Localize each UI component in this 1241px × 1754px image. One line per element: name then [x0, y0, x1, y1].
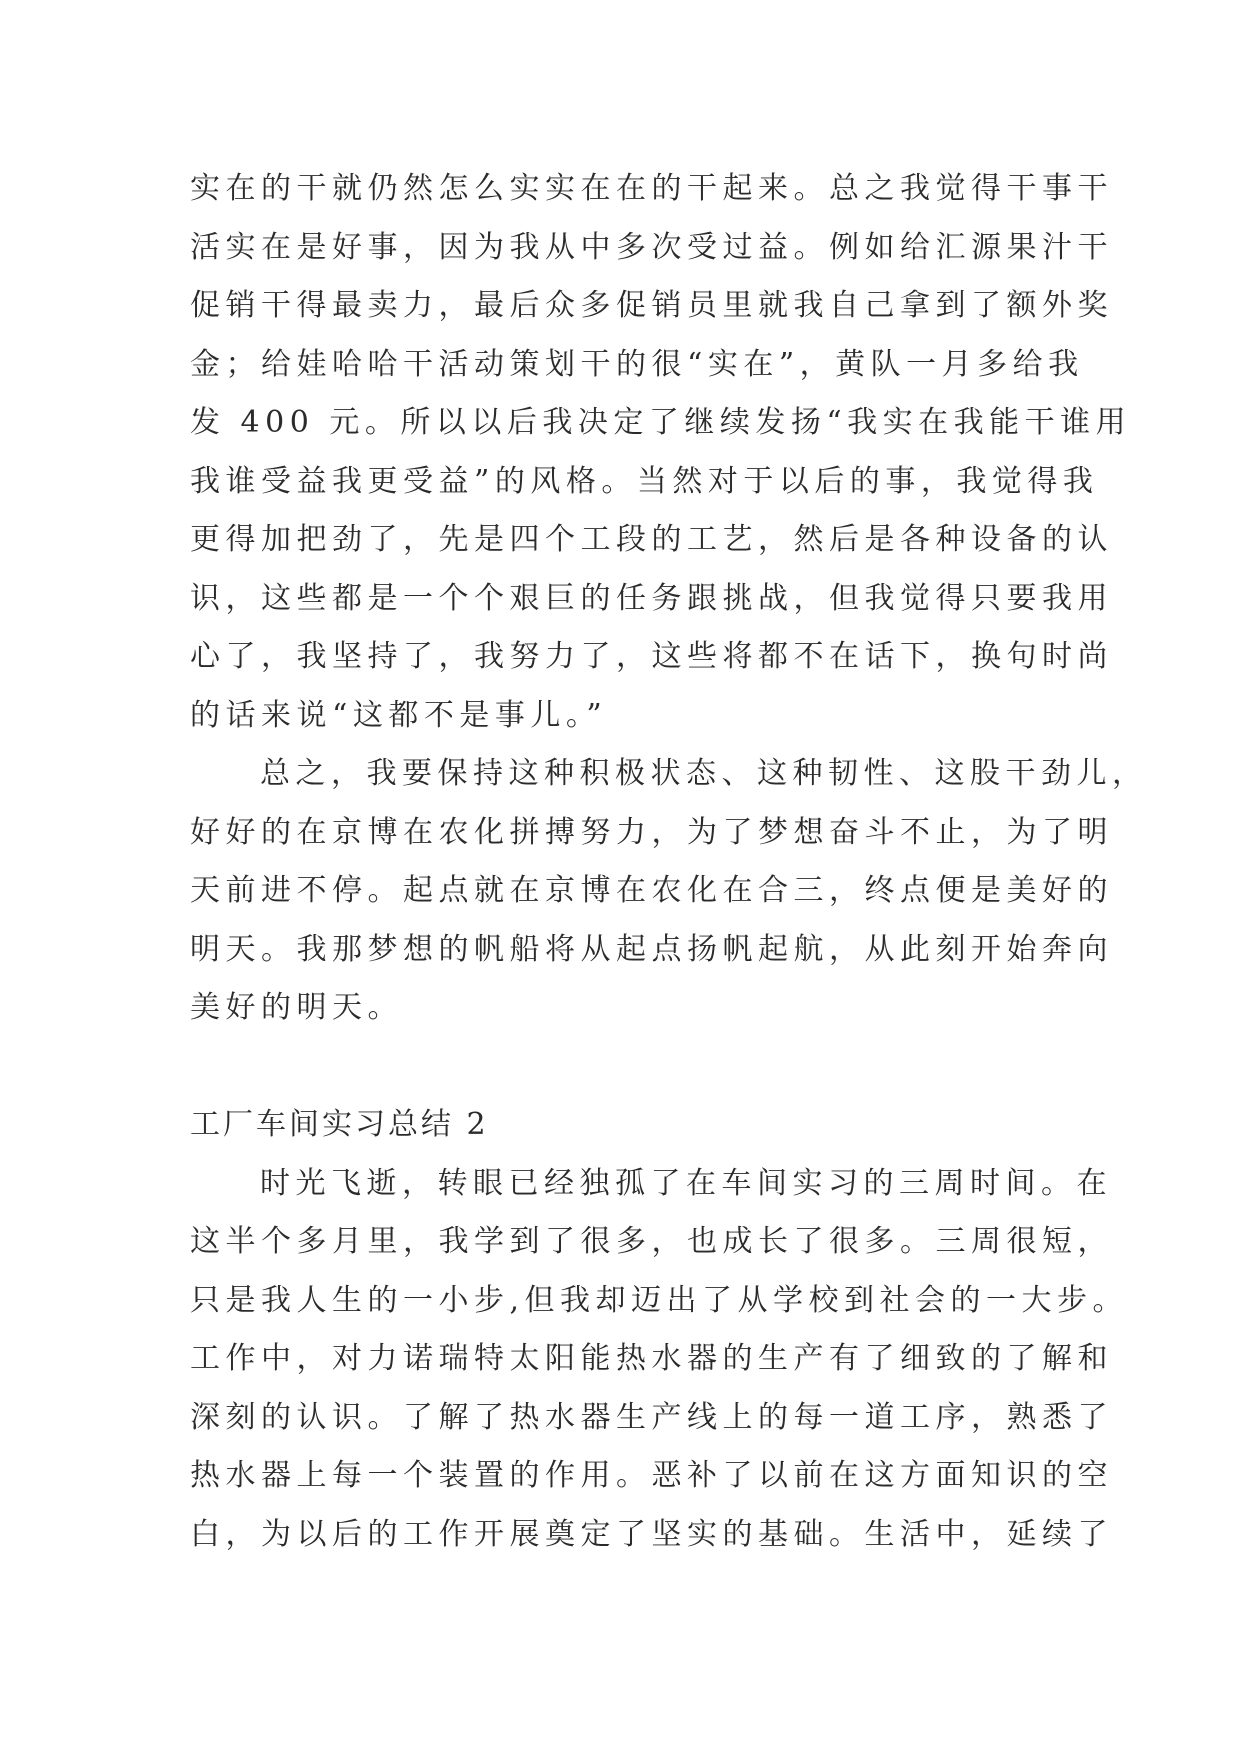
text-line: 只是我人生的一小步,但我却迈出了从学校到社会的一大步。 [190, 1282, 1129, 1318]
text-line: 的话来说“这都不是事儿。” [190, 697, 608, 733]
text-line: 更得加把劲了，先是四个工段的工艺，然后是各种设备的认 [190, 522, 1113, 557]
text-line: 工作中，对力诺瑞特太阳能热水器的生产有了细致的了解和 [190, 1341, 1113, 1376]
section-heading: 工厂车间实习总结 2 [190, 1107, 489, 1142]
text-line: 天前进不停。起点就在京博在农化在合三，终点便是美好的 [190, 873, 1113, 908]
text-line: 活实在是好事，因为我从中多次受过益。例如给汇源果汁干 [190, 229, 1113, 265]
paragraph-2 [190, 745, 1148, 1038]
text-line: 发 400 元。所以以后我决定了继续发扬“我实在我能干谁用 [190, 405, 1132, 440]
text-line: 识，这些都是一个个艰巨的任务跟挑战，但我觉得只要我用 [190, 580, 1113, 616]
document-body [190, 160, 1148, 1564]
paragraph-gap [190, 1038, 1050, 1097]
text-line: 好好的在京博在农化拼搏努力，为了梦想奋斗不止，为了明 [190, 814, 1113, 850]
text-line: 总之，我要保持这种积极状态、这种韧性、这股干劲儿， [260, 756, 1148, 791]
text-line: 我谁受益我更受益”的风格。当然对于以后的事，我觉得我 [190, 463, 1099, 499]
text-line: 心了，我坚持了，我努力了，这些将都不在话下，换句时尚 [190, 639, 1113, 674]
paragraph-3 [190, 1155, 1129, 1565]
text-line: 时光飞逝，转眼已经独孤了在车间实习的三周时间。在 [260, 1165, 1112, 1201]
text-line: 促销干得最卖力，最后众多促销员里就我自己拿到了额外奖 [190, 288, 1113, 323]
text-line: 金；给娃哈哈干活动策划干的很“实在”，黄队一月多给我 [190, 346, 1084, 382]
text-line: 深刻的认识。了解了热水器生产线上的每一道工序，熟悉了 [190, 1399, 1113, 1435]
paragraph-1 [190, 160, 1132, 745]
text-line: 实在的干就仍然怎么实实在在的干起来。总之我觉得干事干 [190, 171, 1113, 206]
text-line: 白，为以后的工作开展奠定了坚实的基础。生活中，延续了 [190, 1516, 1113, 1552]
text-line: 明天。我那梦想的帆船将从起点扬帆起航，从此刻开始奔向 [190, 931, 1113, 967]
text-line: 这半个多月里，我学到了很多，也成长了很多。三周很短， [190, 1224, 1113, 1259]
text-line: 美好的明天。 [190, 990, 403, 1025]
text-line: 热水器上每一个装置的作用。恶补了以前在这方面知识的空 [190, 1458, 1113, 1493]
